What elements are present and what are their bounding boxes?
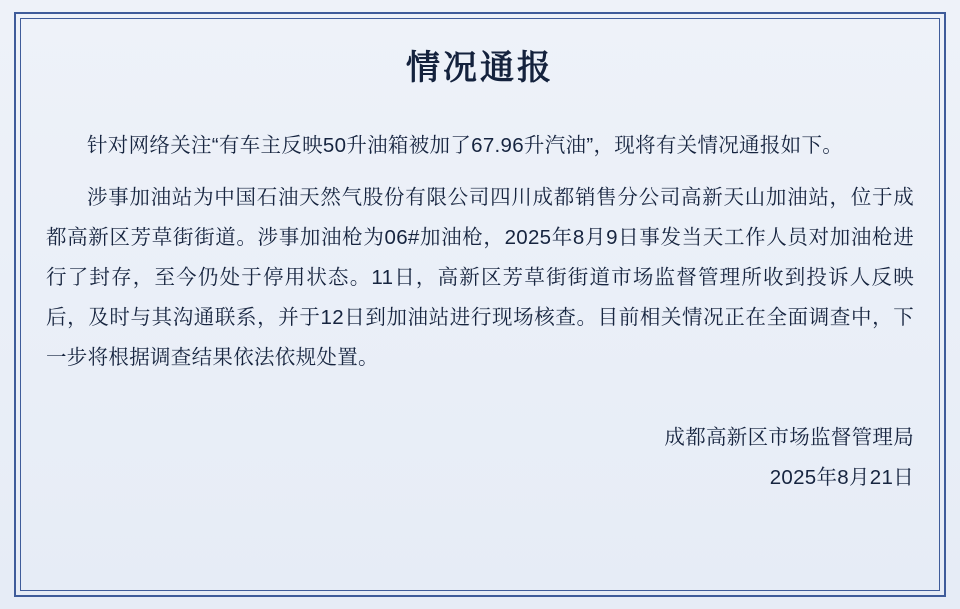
document-body bbox=[46, 126, 914, 378]
page-title: 情况通报 bbox=[406, 49, 554, 87]
paragraph-2: 涉事加油站为中国石油天然气股份有限公司四川成都销售分公司高新天山加油站，位于成都高新区芳草街街道。涉事加油枪为06#加油枪，2025年8月9日事发当天工作人员对加油枪进行了封存，至今仍处于停用状态。11日，高新区芳草街街道市场监督管理所收到投诉人反映后，及时与其沟通联系，并于12日到加油站进行现场核查。目前相关情况正在全面调查中，下一步将根据调查结果依法依规处置。 bbox=[46, 186, 914, 370]
signature-issuer: 成都高新区市场监督管理局 bbox=[664, 426, 914, 449]
signature-block bbox=[46, 418, 914, 498]
document-content bbox=[46, 34, 914, 579]
paragraph-1: 针对网络关注“有车主反映50升油箱被加了67.96升汽油”，现将有关情况通报如下。 bbox=[87, 134, 844, 158]
signature-date: 2025年8月21日 bbox=[769, 465, 914, 489]
